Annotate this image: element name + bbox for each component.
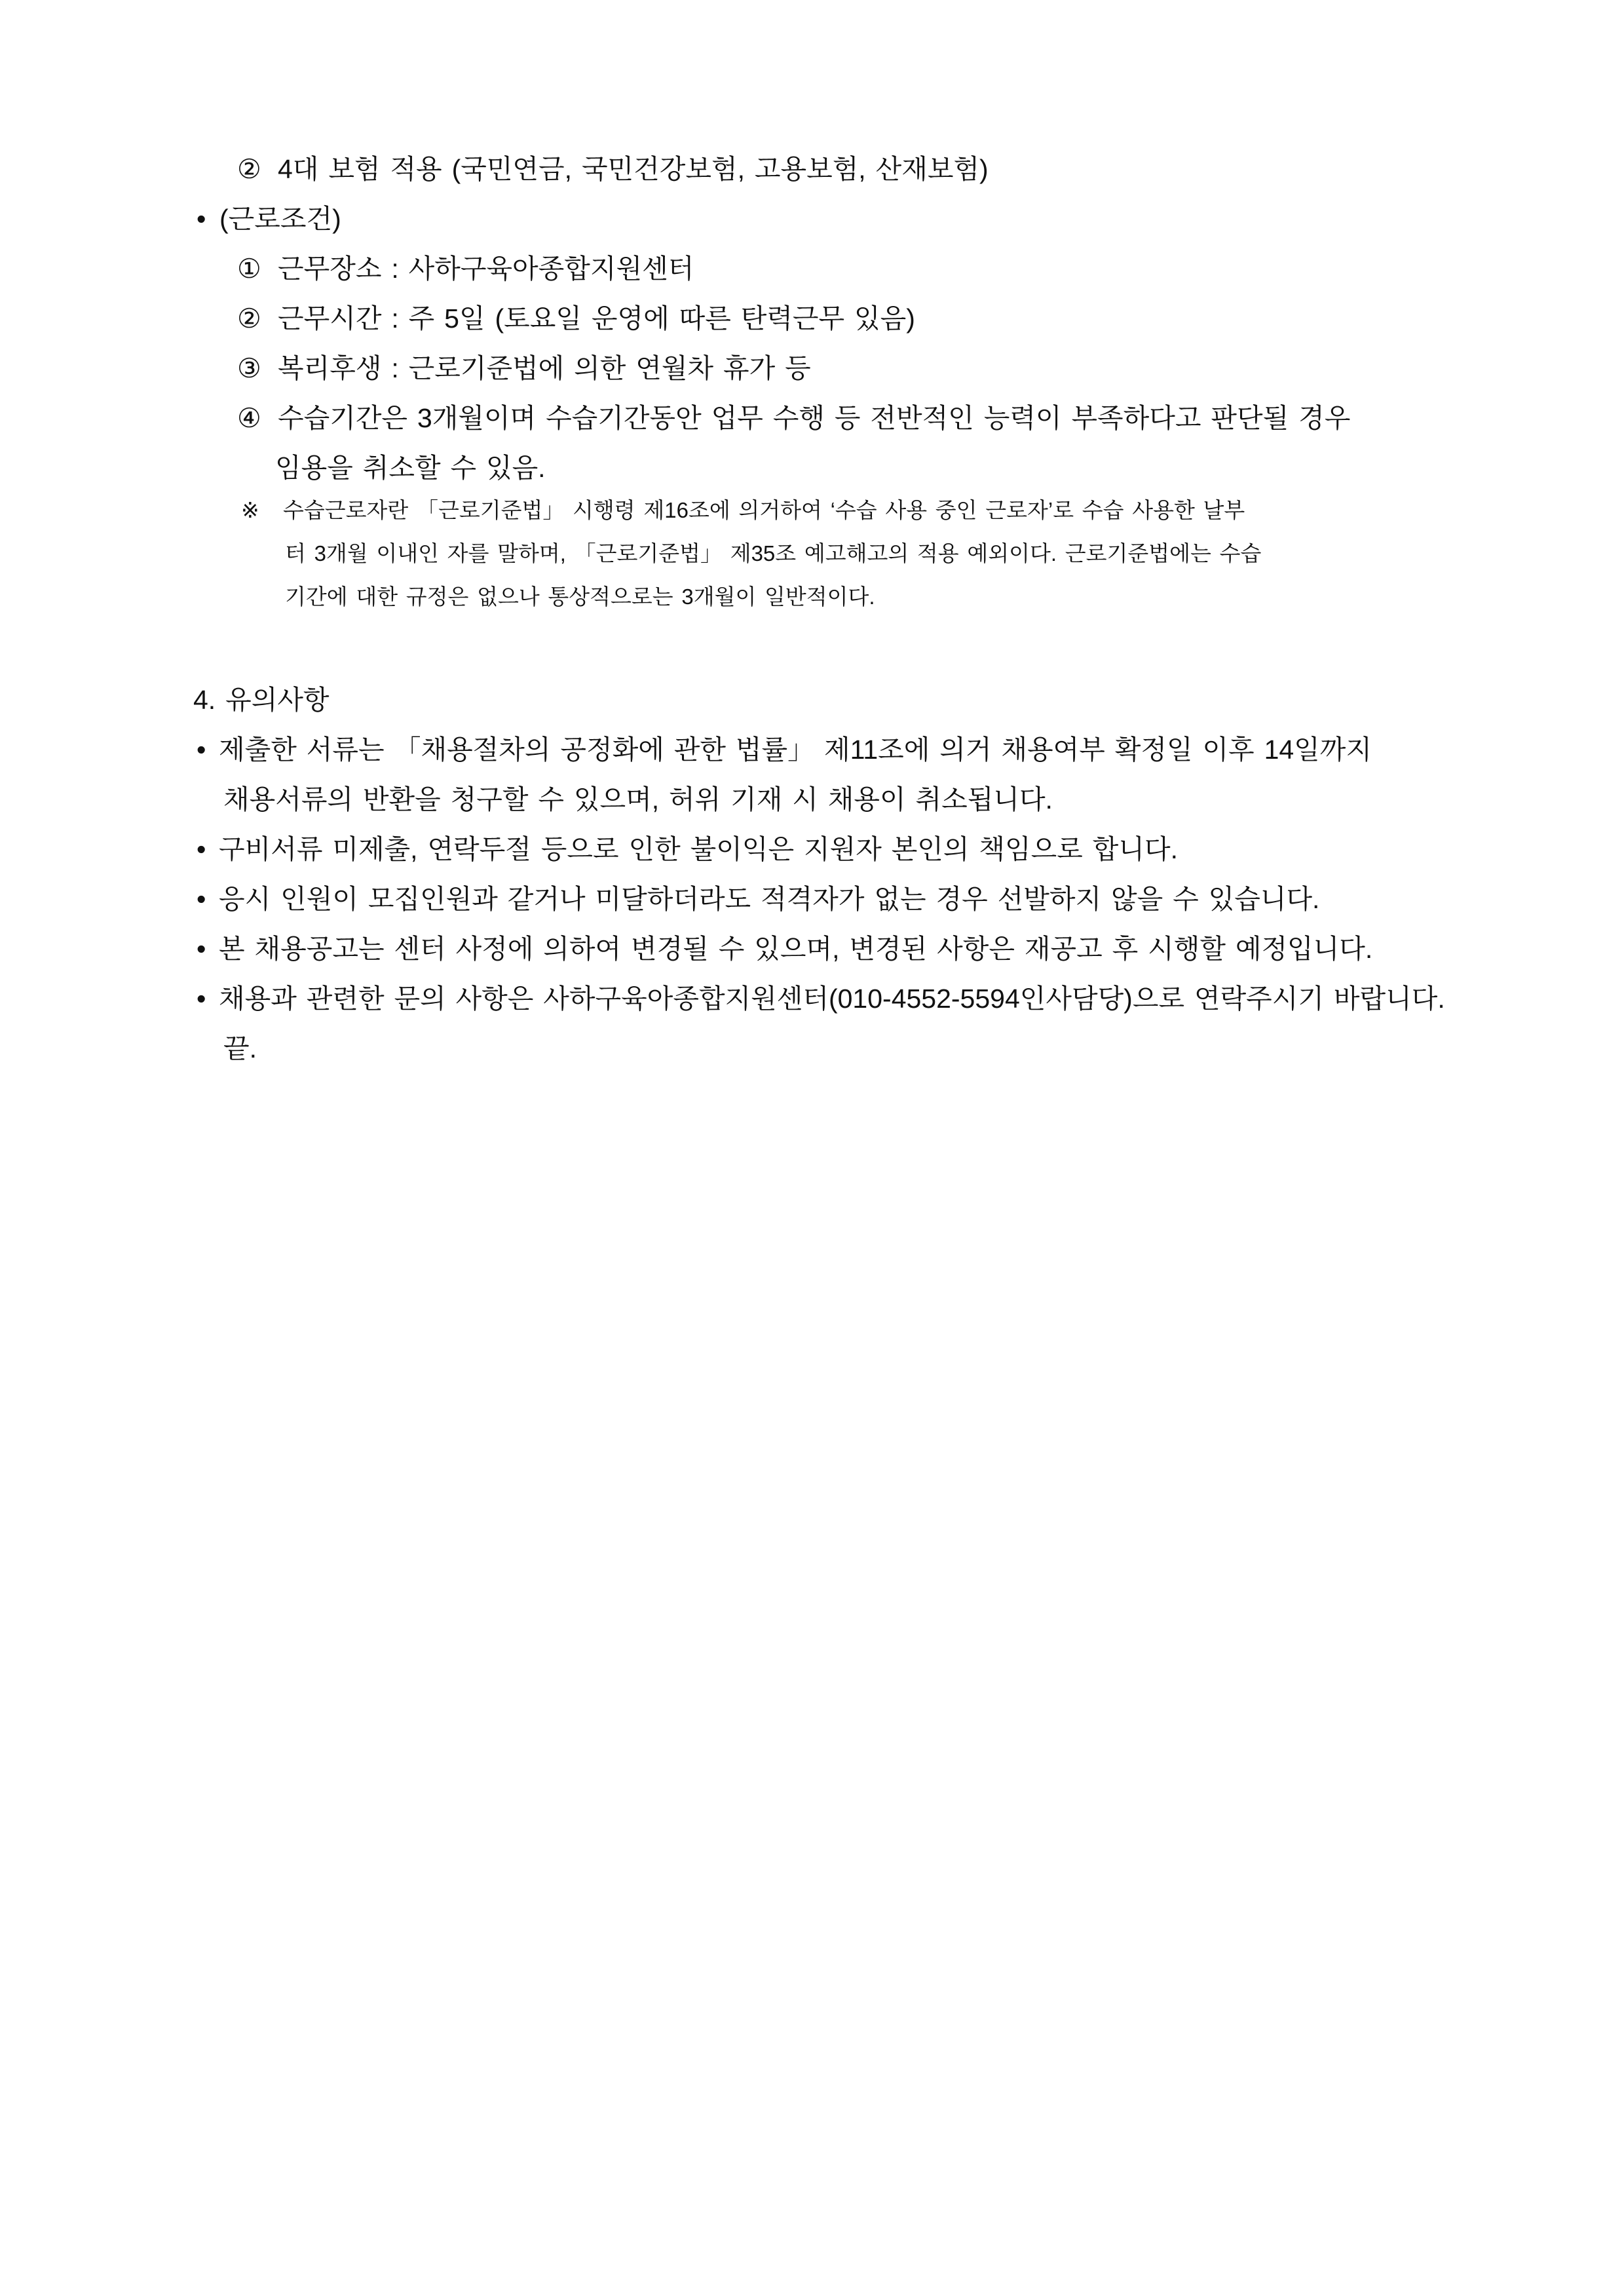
notice-text: 채용서류의 반환을 청구할 수 있으며, 허위 기재 시 채용이 취소됩니다. (223, 784, 1053, 814)
notice-text: 구비서류 미제출, 연락두절 등으로 인한 불이익은 지원자 본인의 책임으로 합니다. (219, 834, 1178, 864)
work-conditions-header (197, 194, 1435, 244)
closing-text: 끝. (223, 1033, 257, 1063)
document-content (193, 144, 1445, 1073)
work-condition-item (237, 343, 1435, 393)
closing-line (223, 1024, 1435, 1073)
notice-bullet (197, 725, 1435, 775)
note-line (285, 575, 1435, 619)
circled-number-icon: ② (237, 154, 261, 184)
work-condition-text: 근무시간 : 주 5일 (토요일 운영에 따른 탄력근무 있음) (278, 303, 915, 334)
section-heading-text: 4. 유의사항 (193, 685, 330, 715)
notice-text: 본 채용공고는 센터 사정에 의하여 변경될 수 있으며, 변경된 사항은 재공고 후 시행할 예정입니다. (219, 934, 1373, 964)
circled-number-icon: ① (237, 254, 261, 284)
notice-bullet (197, 924, 1435, 974)
work-condition-item (237, 393, 1435, 443)
work-condition-text: 임용을 취소할 수 있음. (275, 453, 546, 483)
work-condition-item (237, 244, 1435, 294)
note-text: 터 3개월 이내인 자를 말하며, 「근로기준법」 제35조 예고해고의 적용 예외이다. 근로기준법에는 수습 (285, 541, 1262, 565)
note-line (285, 532, 1435, 575)
probation-note (197, 489, 1435, 619)
note-text: 기간에 대한 규정은 없으나 통상적으로는 3개월이 일반적이다. (285, 584, 875, 609)
bullet-icon: • (197, 204, 206, 234)
bullet-icon: • (197, 934, 206, 964)
section-heading (193, 675, 1435, 725)
note-text: 수습근로자란 「근로기준법」 시행령 제16조에 의거하여 ‘수습 사용 중인 근로자’로 수습 사용한 날부 (283, 498, 1245, 522)
work-condition-text: 복리후생 : 근로기준법에 의한 연월차 휴가 등 (278, 353, 811, 383)
notice-bullet (197, 974, 1445, 1024)
work-condition-text-continued (275, 443, 1435, 493)
notice-text-continued (223, 775, 1435, 824)
bullet-icon: • (197, 834, 206, 864)
circled-number-icon: ② (237, 303, 261, 334)
work-condition-text: 근무장소 : 사하구육아종합지원센터 (278, 254, 694, 284)
notice-bullet (197, 824, 1435, 874)
work-condition-item (237, 294, 1435, 343)
work-condition-text: 수습기간은 3개월이며 수습기간동안 업무 수행 등 전반적인 능력이 부족하다고 판단될 경우 (278, 403, 1351, 433)
notice-text: 응시 인원이 모집인원과 같거나 미달하더라도 적격자가 없는 경우 선발하지 않을 수 있습니다. (219, 884, 1320, 914)
reference-mark-icon: ※ (241, 498, 259, 522)
bullet-icon: • (197, 884, 206, 914)
note-line (241, 489, 1435, 532)
work-conditions-label: (근로조건) (219, 204, 341, 234)
bullet-icon: • (197, 735, 206, 765)
notice-bullet (197, 874, 1435, 924)
bullet-icon: • (197, 984, 206, 1014)
notice-text: 제출한 서류는 「채용절차의 공정화에 관한 법률」 제11조에 의거 채용여부 확정일 이후 14일까지 (219, 735, 1372, 765)
circled-number-icon: ③ (237, 353, 261, 383)
insurance-text: 4대 보험 적용 (국민연금, 국민건강보험, 고용보험, 산재보험) (278, 154, 989, 184)
circled-number-icon: ④ (237, 403, 261, 433)
insurance-line (237, 144, 1435, 194)
notice-text: 채용과 관련한 문의 사항은 사하구육아종합지원센터(010-4552-5594인사담당)으로 연락주시기 바랍니다. (219, 984, 1445, 1014)
